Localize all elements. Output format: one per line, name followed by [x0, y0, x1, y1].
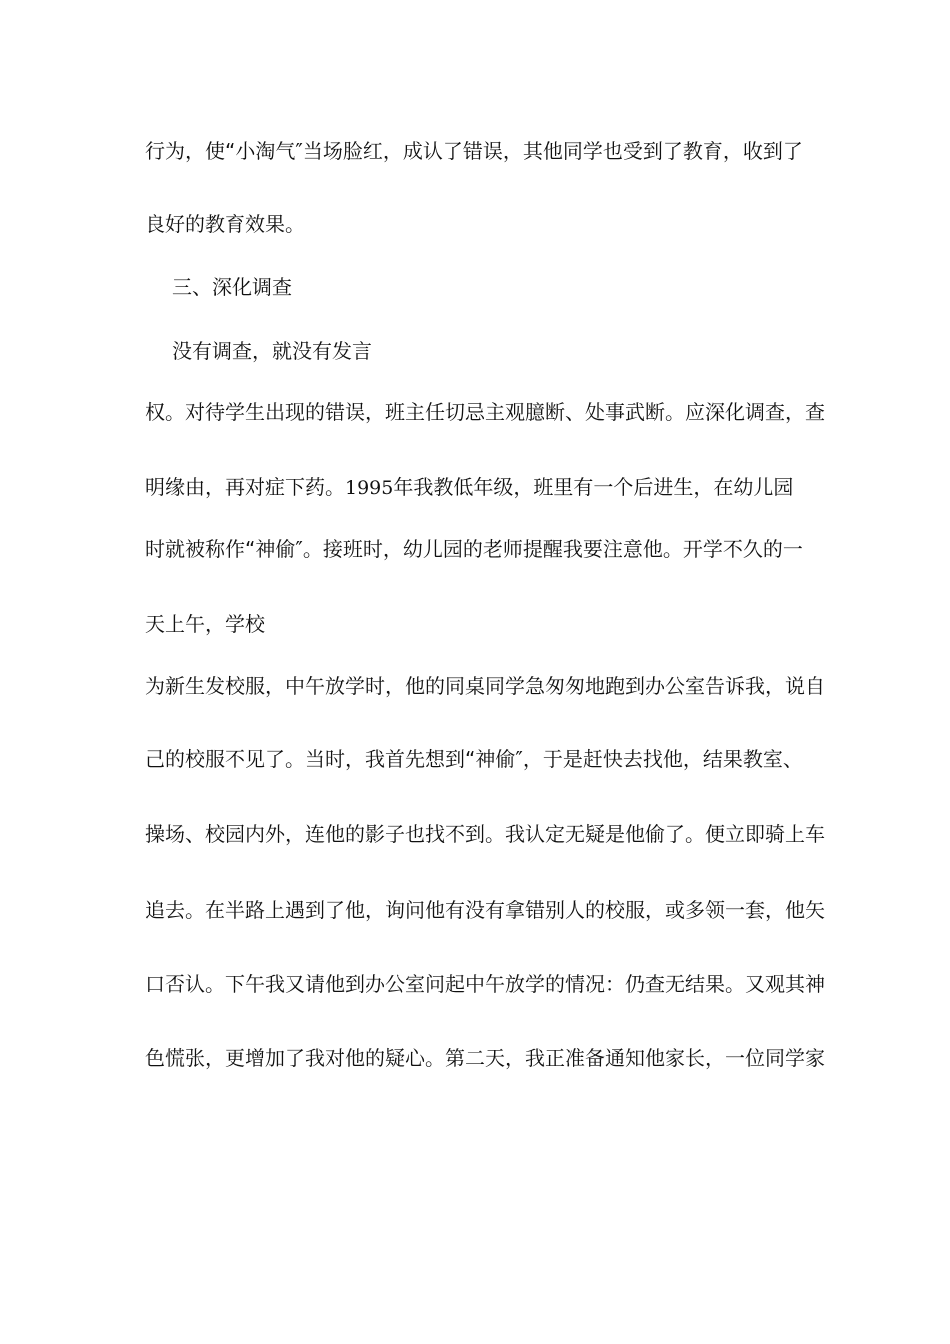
year-number: 1995 — [345, 477, 394, 499]
paragraph-line: 权。对待学生出现的错误，班主任切忌主观臆断、处事武断。应深化调查，查 — [145, 400, 825, 424]
paragraph-line: 时就被称作“神偷″。接班时，幼儿园的老师提醒我要注意他。开学不久的一 — [145, 537, 803, 561]
paragraph-line — [145, 475, 805, 500]
paragraph-line: 天上午，学校 — [145, 612, 265, 636]
paragraph-line: 良好的教育效果。 — [145, 212, 305, 236]
paragraph-line: 没有调查，就没有发言 — [172, 339, 372, 363]
paragraph-line: 色慌张，更增加了我对他的疑心。第二天，我正准备通知他家长，一位同学家 — [145, 1046, 825, 1070]
paragraph-line: 追去。在半路上遇到了他，询问他有没有拿错别人的校服，或多领一套，他矢 — [145, 898, 825, 922]
paragraph-line: 操场、校园内外，连他的影子也找不到。我认定无疑是他偷了。便立即骑上车 — [145, 822, 825, 846]
paragraph-line: 为新生发校服，中午放学时，他的同桌同学急匆匆地跑到办公室告诉我，说自 — [145, 674, 825, 698]
paragraph-line: 己的校服不见了。当时，我首先想到“神偷″，于是赶快去找他，结果教室、 — [145, 747, 803, 771]
paragraph-line: 口否认。下午我又请他到办公室问起中午放学的情况：仍查无结果。又观其神 — [145, 972, 825, 996]
line-text: 年我教低年级，班里有一个后进生，在幼儿园 — [393, 475, 794, 499]
line-text: 明缘由，再对症下药。 — [145, 475, 345, 499]
section-heading: 三、深化调查 — [172, 275, 292, 299]
paragraph-line: 行为，使“小淘气″当场脸红，成认了错误，其他同学也受到了教育，收到了 — [145, 139, 803, 163]
